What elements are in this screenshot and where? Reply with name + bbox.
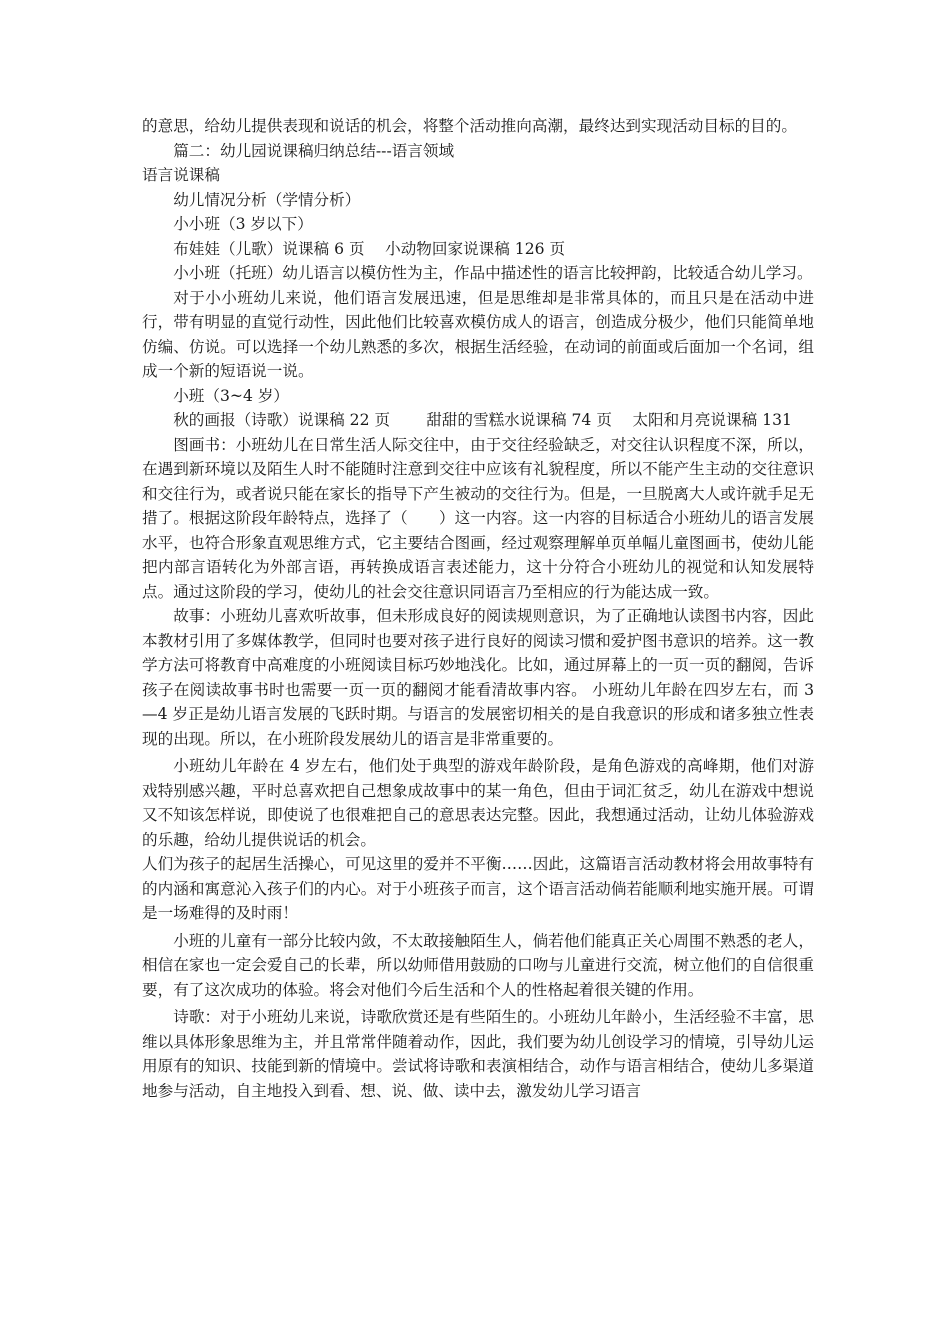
age-group-heading: 小班（3~4 岁） [173,386,290,405]
paragraph: 图画书：小班幼儿在日常生活人际交往中，由于交往经验缺乏，对交往认识程度不深，所以，在遇到新环境以及陌生人时不能随时注意到交往中应该有礼貌程度，所以不能产生主动的交往意识和交往行为，或者说只能在家长的指导下产生被动的交往行为。但是，一旦脱离大人或许就手足无措了。根据这阶段年龄特点，选择了（ ）这一内容。这一内容的目标适合小班幼儿的语言发展水平，也符合形象直观思维方式，它主要结合图画，经过观察理解单页单幅儿童图画书，使幼儿能把内部言语转化为外部言语，再转换成语言表述能力，这十分符合小班幼儿的视觉和认知发展特点。通过这阶段的学习，使幼儿的社会交往意识同语言乃至相应的行为能达成一致。 [142,435,814,601]
paragraph: 人们为孩子的起居生活操心，可见这里的爱并不平衡……因此，这篇语言活动教材将会用故事特有的内涵和寓意沁入孩子们的内心。对于小班孩子而言，这个语言活动倘若能顺利地实施开展。可谓是一场难得的及时雨！ [142,855,814,922]
paragraph: 对于小小班幼儿来说，他们语言发展迅速，但是思维却是非常具体的，而且只是在活动中进行，带有明显的直觉行动性，因此他们比较喜欢模仿成人的语言，创造成分极少，他们只能简单地仿编、仿说。可以选择一个幼儿熟悉的多次，根据生活经验，在动词的前面或后面加一个名词，组成一个新的短语说一说。 [142,288,814,380]
subheading: 幼儿情况分析（学情分析） [173,190,361,209]
page-reference-line: 秋的画报（诗歌）说课稿 22 页 甜甜的雪糕水说课稿 74 页 太阳和月亮说课稿 131 [173,411,792,429]
section-title: 语言说课稿 [142,166,220,184]
paragraph: 小小班（托班）幼儿语言以模仿性为主，作品中描述性的语言比较押韵，比较适合幼儿学习。 [173,264,813,282]
paragraph: 小班的儿童有一部分比较内敛，不太敢接触陌生人，倘若他们能真正关心周围不熟悉的老人，相信在家也一定会爱自己的长辈，所以幼师借用鼓励的口吻与儿童进行交流，树立他们的自信很重要，有了这次成功的体验。将会对他们今后生活和个人的性格起着很关键的作用。 [142,931,814,999]
paragraph: 诗歌：对于小班幼儿来说，诗歌欣赏还是有些陌生的。小班幼儿年龄小，生活经验不丰富，思维以具体形象思维为主，并且常常伴随着动作，因此，我们要为幼儿创设学习的情境，引导幼儿运用原有的知识、技能到新的情境中。尝试将诗歌和表演相结合，动作与语言相结合，使幼儿多渠道地参与活动，自主地投入到看、想、说、做、读中去，激发幼儿学习语言 [142,1008,814,1100]
paragraph: 小班幼儿年龄在 4 岁左右，他们处于典型的游戏年龄阶段，是角色游戏的高峰期，他们对游戏特别感兴趣，平时总喜欢把自己想象成故事中的某一角色，但由于词汇贫乏，幼儿在游戏中想说又不知该怎样说，即使说了也很难把自己的意思表达完整。因此，我想通过活动，让幼儿体验游戏的乐趣，给幼儿提供说话的机会。 [142,757,814,849]
section-heading: 篇二：幼儿园说课稿归纳总结---语言领域 [173,141,455,160]
age-group-heading: 小小班（3 岁以下） [173,215,313,233]
paragraph: 故事：小班幼儿喜欢听故事，但未形成良好的阅读规则意识，为了正确地认读图书内容，因此本教材引用了多媒体教学，但同时也要对孩子进行良好的阅读习惯和爱护图书意识的培养。这一教学方法可将教育中高难度的小班阅读目标巧妙地浅化。比如，通过屏幕上的一页一页的翻阅，告诉孩子在阅读故事书时也需要一页一页的翻阅才能看清故事内容。 小班幼儿年龄在四岁左右，而 3—4 岁正是幼儿语言发展的飞跃时期。与语言的发展密切相关的是自我意识的形成和诸多独立性表现的出现。所以，在小班阶段发展幼儿的语言是非常重要的。 [142,607,814,748]
page-reference-line: 布娃娃（儿歌）说课稿 6 页 小动物回家说课稿 126 页 [173,239,566,258]
document-page [142,114,814,1103]
paragraph: 的意思，给幼儿提供表现和说话的机会，将整个活动推向高潮，最终达到实现活动目标的目的。 [142,117,797,135]
